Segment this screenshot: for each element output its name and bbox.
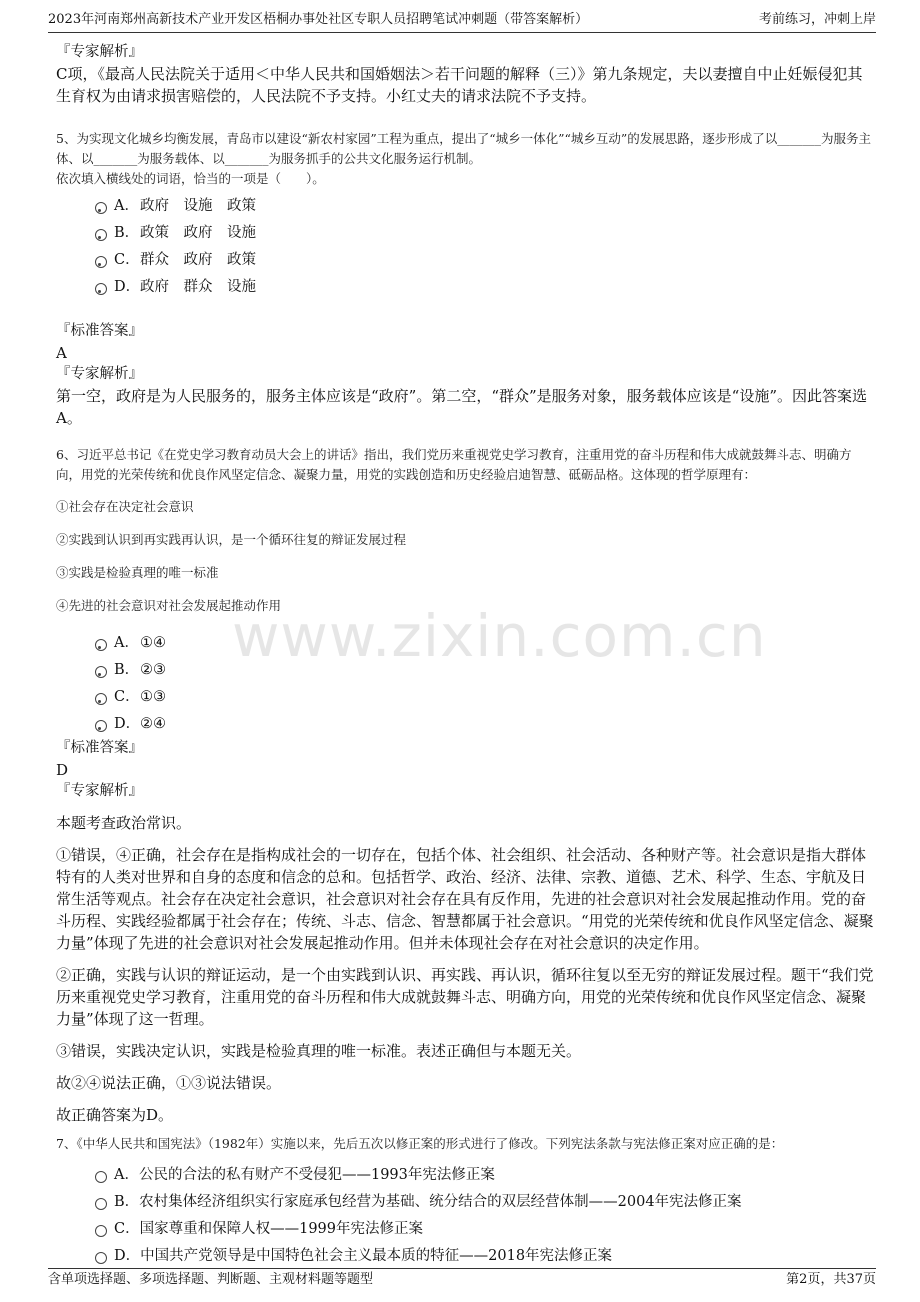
answer-value: A <box>56 344 67 362</box>
statement-2: ②实践到认识到再实践再认识，是一个循环往复的辩证发展过程 <box>56 532 407 547</box>
option-b[interactable]: B．农村集体经济组织实行家庭承包经营为基础、统分结合的双层经营体制——2004年宪法修正案 <box>56 1189 874 1216</box>
radio-icon[interactable] <box>95 229 107 241</box>
radio-icon[interactable] <box>95 666 107 678</box>
option-a[interactable]: A．政府 设施 政策 <box>56 193 874 220</box>
radio-icon[interactable] <box>95 693 107 705</box>
page-number: 第2页，共37页 <box>786 1272 876 1287</box>
analysis-paragraph: 本题考查政治常识。 <box>56 814 192 832</box>
analysis-text: 第一空，政府是为人民服务的，服务主体应该是“政府”。第二空，“群众”是服务对象，服务载体应该是“设施”。因此答案选A。 <box>56 387 868 427</box>
radio-icon[interactable] <box>95 639 107 651</box>
option-a[interactable]: A．公民的合法的私有财产不受侵犯——1993年宪法修正案 <box>56 1162 874 1189</box>
analysis-label: 『专家解析』 <box>56 783 143 799</box>
page-content <box>56 40 874 1270</box>
radio-icon[interactable] <box>95 1198 107 1210</box>
question-5-options <box>56 193 874 301</box>
question-6-options <box>56 630 874 738</box>
option-c[interactable]: C．国家尊重和保障人权——1999年宪法修正案 <box>56 1216 874 1243</box>
radio-icon[interactable] <box>95 283 107 295</box>
page-footer <box>48 1268 876 1291</box>
analysis-label: 『专家解析』 <box>56 366 143 382</box>
footer-question-types: 含单项选择题、多项选择题、判断题、主观材料题等题型 <box>48 1272 374 1287</box>
option-c[interactable]: C．群众 政府 政策 <box>56 247 874 274</box>
document-title: 2023年河南郑州高新技术产业开发区梧桐办事处社区专职人员招聘笔试冲刺题（带答案解析） <box>48 12 589 27</box>
analysis-text: C项，《最高人民法院关于适用＜中华人民共和国婚姻法＞若干问题的解释（三）》第九条规定，夫以妻擅自中止妊娠侵犯其生育权为由请求损害赔偿的，人民法院不予支持。小红丈夫的请求法院不予支持。 <box>56 65 863 105</box>
analysis-paragraph: ②正确，实践与认识的辩证运动，是一个由实践到认识、再实践、再认识，循环往复以至无穷的辩证发展过程。题干“我们党历来重视党史学习教育，注重用党的奋斗历程和伟大成就鼓舞斗志、明确方向，用党的光荣传统和优良作风坚定信念、凝聚力量”体现了这一哲理。 <box>56 966 874 1028</box>
question-5-prompt: 依次填入横线处的词语，恰当的一项是（ ）。 <box>56 171 325 186</box>
radio-icon[interactable] <box>95 1171 107 1183</box>
analysis-paragraph: ①错误，④正确，社会存在是指构成社会的一切存在，包括个体、社会组织、社会活动、各种财产等。社会意识是指大群体特有的人类对世界和自身的态度和信念的总和。包括哲学、政治、经济、法律、宗教、道德、艺术、科学、生态、宇航及日常生活等观点。社会存在决定社会意识，社会意识对社会存在具有反作用，先进的社会意识对社会发展起推动作用。党的奋斗历程、实践经验都属于社会存在；传统、斗志、信念、智慧都属于社会意识。“用党的光荣传统和优良作风坚定信念、凝聚力量”体现了先进的社会意识对社会发展起推动作用。但并未体现社会存在对社会意识的决定作用。 <box>56 846 874 952</box>
option-b[interactable]: B．②③ <box>56 657 874 684</box>
option-a[interactable]: A．①④ <box>56 630 874 657</box>
analysis-label: 『专家解析』 <box>56 44 143 60</box>
radio-icon[interactable] <box>95 1252 107 1264</box>
radio-icon[interactable] <box>95 1225 107 1237</box>
question-7-options <box>56 1162 874 1270</box>
option-d[interactable]: D．中国共产党领导是中国特色社会主义最本质的特征——2018年宪法修正案 <box>56 1243 874 1270</box>
question-5-stem: 5、为实现文化城乡均衡发展，青岛市以建设“新农村家园”工程为重点，提出了“城乡一体化”“城乡互动”的发展思路，逐步形成了以_______为服务主体、以_______为服务载体、以_______为服务抓手的公共文化服务运行机制。 <box>56 131 872 166</box>
analysis-paragraph: 故②④说法正确，①③说法错误。 <box>56 1074 282 1092</box>
analysis-paragraph: 故正确答案为D。 <box>56 1106 174 1124</box>
question-6-stem: 6、习近平总书记《在党史学习教育动员大会上的讲话》指出，我们党历来重视党史学习教育，注重用党的奋斗历程和伟大成就鼓舞斗志、明确方向，用党的光荣传统和优良作风坚定信念、凝聚力量，用党的实践创造和历史经验启迪智慧、砥砺品格。这体现的哲学原理有： <box>56 447 852 482</box>
watermark: www.zixin.com.cn <box>232 602 767 670</box>
answer-value: D <box>56 761 69 779</box>
option-c[interactable]: C．①③ <box>56 684 874 711</box>
answer-label: 『标准答案』 <box>56 740 143 756</box>
page-header <box>48 8 876 33</box>
option-b[interactable]: B．政策 政府 设施 <box>56 220 874 247</box>
statement-4: ④先进的社会意识对社会发展起推动作用 <box>56 598 282 613</box>
header-slogan: 考前练习，冲刺上岸 <box>758 12 876 27</box>
radio-icon[interactable] <box>95 720 107 732</box>
option-d[interactable]: D．政府 群众 设施 <box>56 274 874 301</box>
question-7-stem: 7、《中华人民共和国宪法》（1982年）实施以来，先后五次以修正案的形式进行了修改。下列宪法条款与宪法修正案对应正确的是： <box>56 1136 784 1151</box>
statement-1: ①社会存在决定社会意识 <box>56 499 194 514</box>
radio-icon[interactable] <box>95 202 107 214</box>
analysis-paragraph: ③错误，实践决定认识，实践是检验真理的唯一标准。表述正确但与本题无关。 <box>56 1042 582 1060</box>
answer-label: 『标准答案』 <box>56 323 143 339</box>
option-d[interactable]: D．②④ <box>56 711 874 738</box>
radio-icon[interactable] <box>95 256 107 268</box>
statement-3: ③实践是检验真理的唯一标准 <box>56 565 219 580</box>
